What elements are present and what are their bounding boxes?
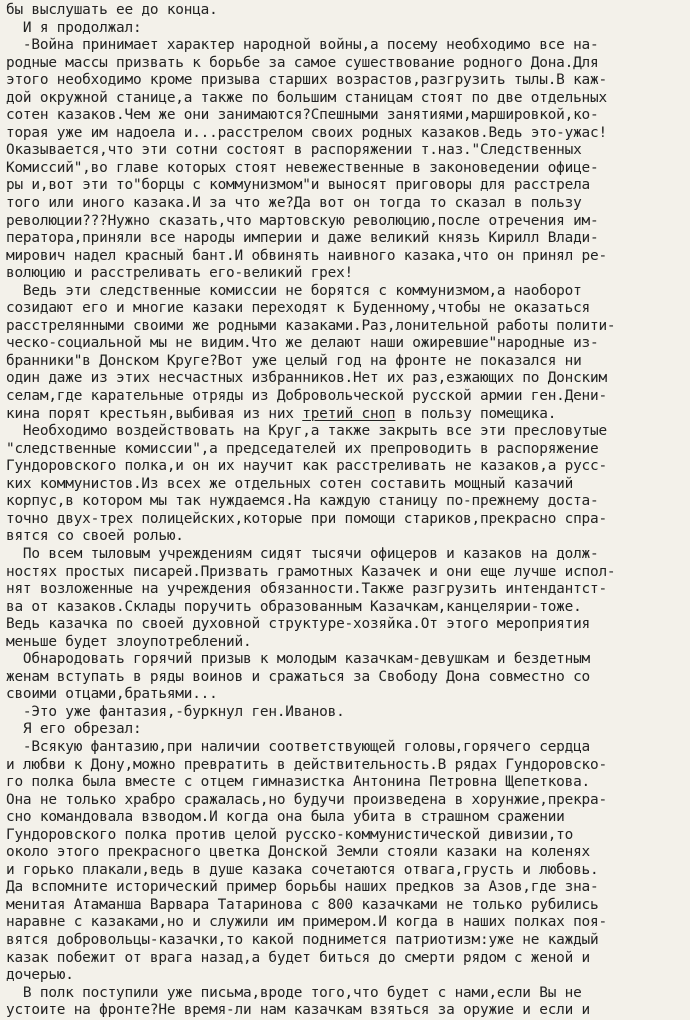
text-line: го полка была вместе с отцем гимназистка Антонина Петровна Щепеткова. xyxy=(6,774,591,791)
text-line: дой окружной станице,а также по большим станицам стоят по две отдельных xyxy=(6,89,607,106)
text-line: родные массы призвать к борьбе за самое сушествование родного Дона.Для xyxy=(6,54,599,71)
text-line: ры и,вот эти то"борцы с коммунизмом"и выносят приговоры для расстрела xyxy=(6,177,591,194)
text-line: Оказывается,что эти сотни состоят в распоряжении т.наз."Следственных xyxy=(6,142,582,159)
text-line: Обнародовать горячий призыв к молодым казачкам-девушкам и бездетным xyxy=(6,651,591,668)
text-line: бранники"в Донском Круге?Вот уже целый год на фронте не показался ни xyxy=(6,352,582,369)
text-line: торая уже им надоела и...расстрелом своих родных казаков.Ведь это-ужас! xyxy=(6,124,607,141)
text-line: Гундоровского полка,и он их научит как расстреливать не казаков,а русс- xyxy=(6,458,607,475)
text-line: И я продолжал: xyxy=(6,19,142,36)
text-line: Ведь казачка по своей духовной структуре-хозяйка.От этого мероприятия xyxy=(6,616,591,633)
text-line: казак побежит от врага назад,а будет биться до смерти рядом с женой и xyxy=(6,949,591,966)
text-line: Гундоровского полка против целой русско-коммунистической дивизии,то xyxy=(6,826,574,843)
text-line: революции???Нужно сказать,что мартовскую революцию,после отречения им- xyxy=(6,212,599,229)
text-line: ностях простых писарей.Призвать грамотных Казачек и они еще лучше испол- xyxy=(6,563,616,580)
text-line: -Это уже фантазия,-буркнул ген.Иванов. xyxy=(6,703,345,720)
underlined-phrase: третий сноп xyxy=(302,405,396,422)
text-line: мирович надел красный бант.И обвинять наивного казака,что он принял ре- xyxy=(6,247,607,264)
text-line: точно двух-трех полицейских,которые при помощи стариков,прекрасно спра- xyxy=(6,510,607,527)
text-line: ческо-социальной мы не видим.Что же делают наши ожиревшие"народные из- xyxy=(6,335,599,352)
text-line: женам вступать в ряды воинов и сражаться за Свободу Дона совместно со xyxy=(6,668,591,685)
text-line: устоите на фронте?Не время-ли нам казачкам взяться за оружие и если и xyxy=(6,1002,591,1019)
text-line: и любви к Дону,можно превратить в действительность.В рядах Гундоровско- xyxy=(6,756,607,773)
text-line: созидают его и многие казаки переходят к Буденному,чтобы не оказаться xyxy=(6,300,591,317)
text-line: около этого прекрасного цветка Донской Земли стояли казаки на коленях xyxy=(6,844,591,861)
text-line: ператора,приняли все народы империи и даже великий князь Кирилл Влади- xyxy=(6,230,599,247)
text-line: менитая Атаманша Варвара Татаринова с 800 казачками не только рубились xyxy=(6,896,599,913)
text-line: ва от казаков.Склады поручить образованным Казачкам,канцелярии-тоже. xyxy=(6,598,582,615)
text-line: своими отцами,братьями... xyxy=(6,686,218,703)
text-line: "следственные комиссии",а председателей их препроводить в распоряжение xyxy=(6,440,599,457)
text-line: В полк поступили уже письма,вроде того,что будет с нами,если Вы не xyxy=(6,984,582,1001)
text-line: корпус,в котором мы так нуждаемся.На каждую станицу по-прежнему доста- xyxy=(6,493,599,510)
text-line: -Война принимает характер народной войны,а посему необходимо все на- xyxy=(6,37,599,54)
text-line: этого необходимо кроме призыва старших возрастов,разгрузить тылы.В каж- xyxy=(6,72,607,89)
text-line: дочерью. xyxy=(6,967,74,984)
text-line: Ведь эти следственные комиссии не борятся с коммунизмом,а наоборот xyxy=(6,282,582,299)
text-line: вятся со своей ролью. xyxy=(6,528,184,545)
text-line: ких коммунистов.Из всех же отдельных сотен составить мощный казачий xyxy=(6,475,574,492)
text-line: наравне с казаками,но и служили им примером.И когда в наших полках поя- xyxy=(6,914,607,931)
text-line: Да вспомните исторический пример борьбы наших предков за Азов,где зна- xyxy=(6,879,599,896)
text-line: расстрелянными своими же родными казаками.Раз,лонительной работы полити- xyxy=(6,317,616,334)
text-line-with-underline xyxy=(6,406,686,424)
text-line: -Всякую фантазию,при наличии соответствующей головы,горячего сердца xyxy=(6,738,591,755)
line-text: кина порят крестьян,выбивая из них xyxy=(6,405,303,422)
text-line: меньше будет злоупотреблений. xyxy=(6,633,252,650)
line-tail: в пользу помещика. xyxy=(395,405,557,422)
text-line: Она не только храбро сражалась,но будучи произведена в хорунжие,прекра- xyxy=(6,791,607,808)
text-line: один даже из этих несчастных избранников.Нет их раз,езжающих по Донским xyxy=(6,370,607,387)
text-line: волюцию и расстреливать его-великий грех! xyxy=(6,265,354,282)
text-line: Необходимо воздействовать на Круг,а также закрыть все эти пресловутые xyxy=(6,423,607,440)
text-line: По всем тыловым учреждениям сидят тысячи офицеров и казаков на долж- xyxy=(6,545,599,562)
text-line: вятся добровольцы-казачки,то какой поднимется патриотизм:уже не каждый xyxy=(6,931,599,948)
text-line: Я его обрезал: xyxy=(6,721,142,738)
text-line: бы выслушать ее до конца. xyxy=(6,2,218,18)
text-line: и горько плакали,ведь в душе казака сочетаются отвага,грусть и любовь. xyxy=(6,861,599,878)
text-line: Комиссий",во главе которых стоят невежественные в законоведении офице- xyxy=(6,159,599,176)
text-line: нят возложенные на учреждения обязанности.Также разгрузить интендантст- xyxy=(6,581,607,598)
text-line: сно командовала взводом.И когда она была убита в страшном сражении xyxy=(6,809,565,826)
text-line: сотен казаков.Чем же они занимаются?Спешными занятиями,маршировкой,ко- xyxy=(6,107,599,124)
text-line: того или иного казака.И за что же?Да вот он тогда то сказал в пользу xyxy=(6,195,582,212)
text-line: селам,где карательные отряды из Добровольческой русской армии ген.Дени- xyxy=(6,388,607,405)
